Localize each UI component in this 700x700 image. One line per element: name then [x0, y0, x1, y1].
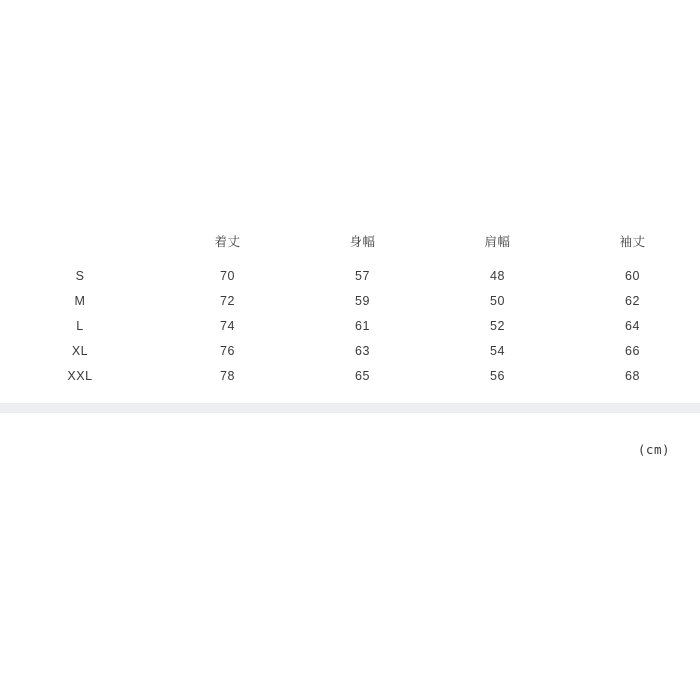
cell-shoulder: 54 — [490, 343, 505, 358]
cell-shoulder: 50 — [490, 293, 505, 308]
column-header-shoulder: 肩幅 — [484, 234, 511, 249]
cell-length: 72 — [220, 293, 235, 308]
cell-sleeve: 62 — [625, 293, 640, 308]
cell-length: 78 — [220, 368, 235, 383]
column-header-sleeve: 袖丈 — [619, 234, 646, 249]
cell-width: 63 — [355, 343, 370, 358]
cell-length: 74 — [220, 318, 235, 333]
row-size-label: XL — [71, 343, 89, 358]
table-body — [0, 263, 700, 388]
column-header-width: 身幅 — [349, 234, 376, 249]
column-header-size — [0, 228, 160, 263]
table-row — [0, 263, 700, 288]
cell-shoulder: 56 — [490, 368, 505, 383]
cell-width: 57 — [355, 268, 370, 283]
cell-shoulder: 52 — [490, 318, 505, 333]
cell-sleeve: 60 — [625, 268, 640, 283]
row-size-label: XXL — [67, 368, 93, 383]
cell-sleeve: 64 — [625, 318, 640, 333]
cell-length: 70 — [220, 268, 235, 283]
cell-sleeve: 66 — [625, 343, 640, 358]
table-header-row — [0, 228, 700, 263]
unit-note: (cm) — [637, 442, 670, 457]
table-row — [0, 313, 700, 338]
table-row — [0, 338, 700, 363]
cell-sleeve: 68 — [625, 368, 640, 383]
table-row — [0, 288, 700, 313]
table-header — [0, 228, 700, 263]
row-size-label: M — [74, 293, 86, 308]
row-size-label: S — [75, 268, 85, 283]
cell-length: 76 — [220, 343, 235, 358]
size-chart-table — [0, 228, 700, 388]
cell-width: 65 — [355, 368, 370, 383]
table-row — [0, 363, 700, 388]
section-divider — [0, 403, 700, 413]
column-header-length: 着丈 — [214, 234, 241, 249]
cell-width: 61 — [355, 318, 370, 333]
cell-shoulder: 48 — [490, 268, 505, 283]
cell-width: 59 — [355, 293, 370, 308]
row-size-label: L — [76, 318, 84, 333]
